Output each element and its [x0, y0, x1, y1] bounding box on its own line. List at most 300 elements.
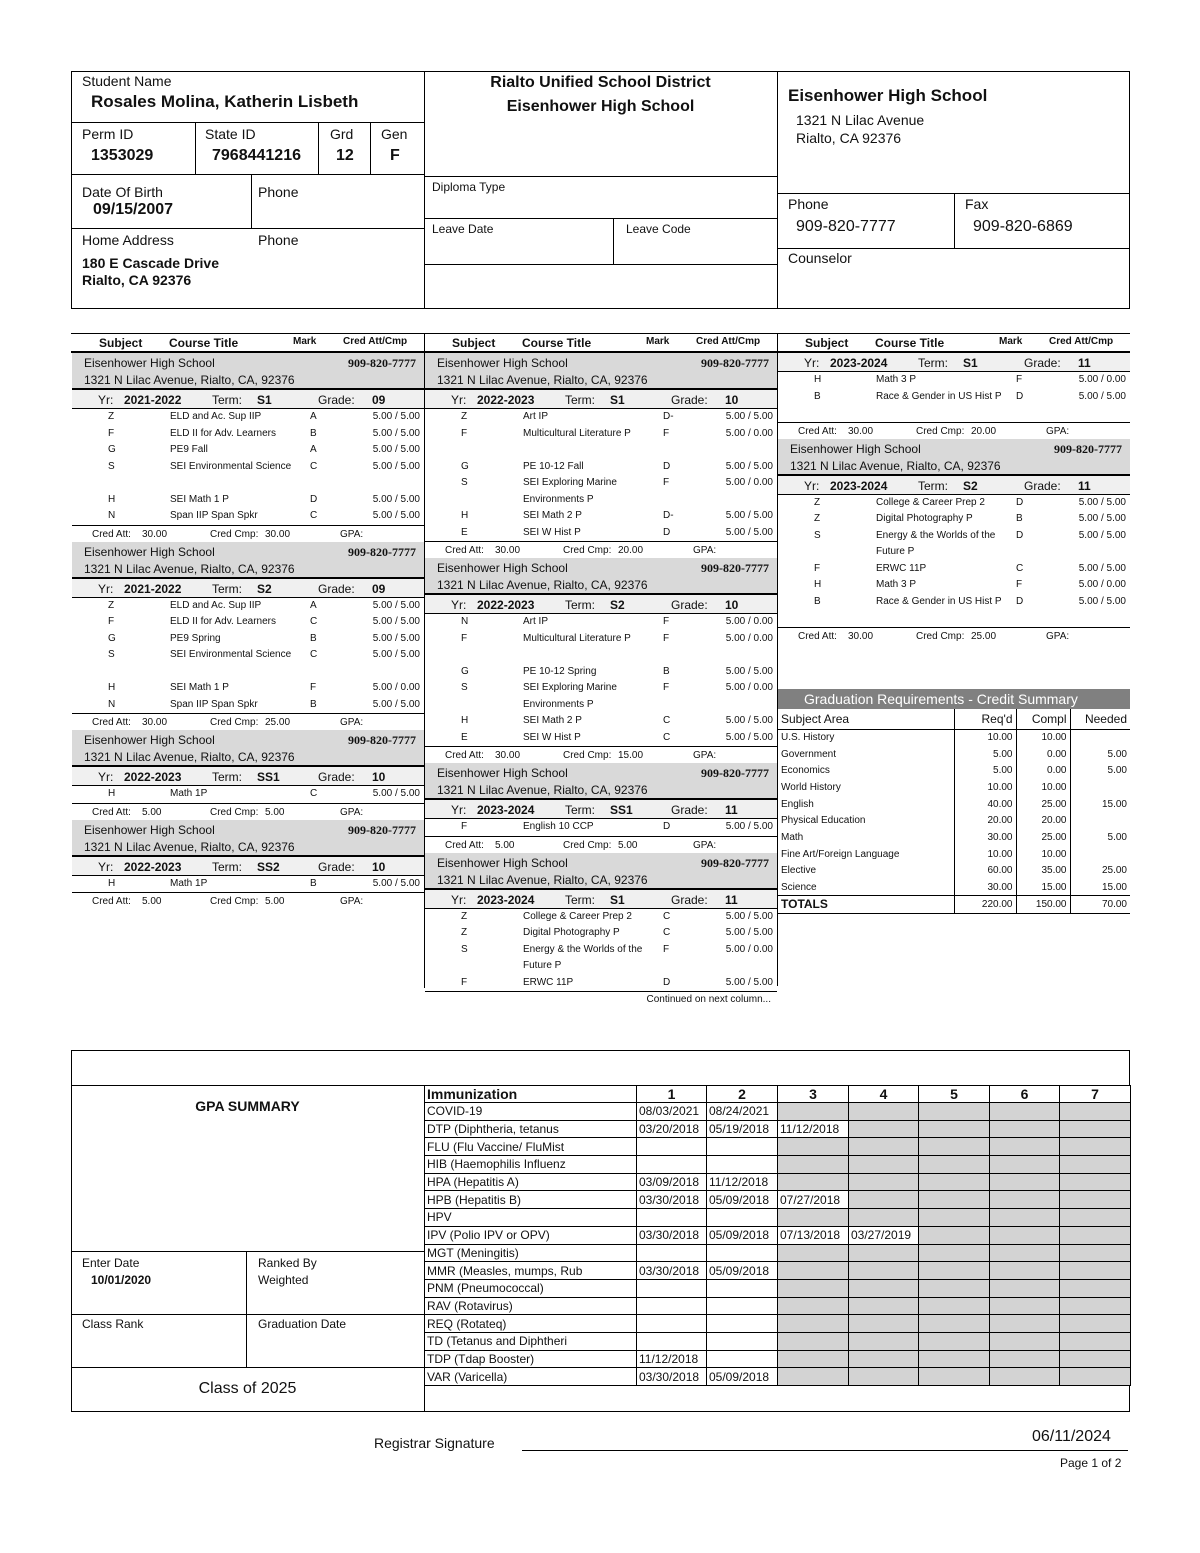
grade-label: Grade:: [318, 770, 355, 784]
course-subject: F: [461, 821, 468, 832]
grad-area: Economics: [781, 765, 830, 777]
grad-need: 5.00: [1070, 762, 1130, 779]
imm-name: HPA (Hepatitis A): [425, 1173, 637, 1191]
grade: 12: [336, 147, 354, 164]
school-block: [425, 558, 777, 595]
imm-row: [425, 1226, 1131, 1244]
imm-date: [707, 1332, 778, 1350]
term-value: S1: [610, 892, 625, 907]
grad-totals-label: TOTALS: [781, 897, 828, 912]
course-subject: F: [461, 632, 468, 644]
imm-col-header: 5: [919, 1086, 990, 1103]
course-subject: H: [108, 788, 116, 799]
school-address: 1321 N Lilac Avenue, Rialto, CA, 92376: [437, 783, 648, 797]
imm-name: FLU (Flu Vaccine/ FluMist: [425, 1138, 637, 1156]
imm-date: [1060, 1279, 1131, 1297]
course-credits: 5.00 / 5.00: [372, 616, 420, 627]
state-id-label: State ID: [205, 126, 256, 142]
course-subject: H: [814, 579, 822, 590]
course-title: ELD and Ac. Sup IIP: [170, 599, 262, 611]
course-subject: H: [461, 715, 469, 726]
course-mark: A: [310, 444, 317, 455]
grade-value: 11: [725, 803, 738, 817]
imm-date: [990, 1138, 1060, 1156]
grad-totals-need: 70.00: [1070, 896, 1130, 913]
imm-row: [425, 1262, 1131, 1280]
gpa-label: GPA:: [693, 839, 717, 851]
imm-date: [990, 1173, 1060, 1191]
course-row: [778, 372, 1130, 389]
cred-cmp-label: Cred Cmp:: [210, 528, 259, 540]
course-credits: 5.00 / 0.00: [725, 616, 773, 627]
cred-att: 5.00: [142, 806, 162, 818]
course-mark: F: [310, 682, 317, 693]
imm-date: [919, 1173, 990, 1191]
course-row: [72, 680, 424, 697]
course-subject: S: [461, 477, 468, 488]
imm-date: [707, 1315, 778, 1333]
perm-id: 1353029: [91, 147, 154, 164]
course-mark: F: [663, 616, 670, 627]
school-phone: 909-820-7777: [348, 544, 416, 559]
cred-att-label: Cred Att:: [445, 839, 484, 851]
imm-date: [919, 1315, 990, 1333]
course-credits: 5.00 / 0.00: [372, 682, 420, 693]
course-row: [72, 409, 424, 426]
course-credits: 5.00 / 5.00: [725, 976, 773, 988]
course-credits: 5.00 / 5.00: [725, 526, 773, 538]
course-title: SEI Environmental Science: [170, 649, 292, 660]
imm-date: 07/13/2018: [778, 1226, 849, 1244]
imm-title: Immunization: [425, 1086, 637, 1103]
grad-row: [778, 746, 1130, 763]
course-subject: N: [108, 510, 116, 521]
class-of: Class of 2025: [198, 1380, 297, 1397]
course-row: [425, 426, 777, 459]
grad-need: 5.00: [1070, 829, 1130, 846]
course-mark: C: [310, 649, 318, 660]
imm-name: RAV (Rotavirus): [425, 1297, 637, 1315]
course-row: [425, 925, 777, 942]
course-credits: 5.00 / 5.00: [725, 715, 773, 726]
term-header: [778, 476, 1130, 495]
course-subject: E: [461, 526, 468, 538]
cred-att: 30.00: [848, 425, 874, 437]
cred-att-label: Cred Att:: [798, 425, 837, 437]
school-address: 1321 N Lilac Avenue, Rialto, CA, 92376: [84, 561, 295, 576]
counselor-label: Counselor: [788, 250, 852, 266]
imm-row: [425, 1191, 1131, 1209]
course-credits: 5.00 / 5.00: [725, 411, 773, 422]
grad-row: [778, 796, 1130, 813]
term-totals: [72, 525, 424, 542]
course-credits: 5.00 / 5.00: [372, 460, 420, 472]
imm-row: [425, 1297, 1131, 1315]
imm-date: [778, 1244, 849, 1262]
course-credits: 5.00 / 5.00: [372, 649, 420, 660]
grad-need: 15.00: [1070, 879, 1130, 896]
imm-date: 11/12/2018: [778, 1120, 849, 1138]
course-subject: F: [108, 427, 115, 439]
grad-comp: 0.00: [1016, 762, 1070, 779]
school-phone: 909-820-7777: [1054, 441, 1122, 456]
grad-req: 10.00: [954, 779, 1016, 796]
imm-date: [990, 1209, 1060, 1227]
course-title: ERWC 11P: [876, 562, 927, 574]
course-title: Math 3 P: [876, 579, 917, 590]
imm-col-header: 3: [778, 1086, 849, 1103]
grad-area: English: [781, 798, 814, 810]
imm-date: 07/27/2018: [778, 1191, 849, 1209]
imm-col-header: 6: [990, 1086, 1060, 1103]
district-school: Eisenhower High School: [506, 98, 695, 115]
course-credits: 5.00 / 0.00: [1078, 374, 1126, 385]
gpa-label: GPA:: [340, 528, 364, 540]
imm-row: [425, 1120, 1131, 1138]
course-mark: C: [310, 616, 318, 627]
imm-date: 03/30/2018: [637, 1368, 707, 1386]
course-subject: F: [461, 427, 468, 439]
imm-name: HPB (Hepatitis B): [425, 1191, 637, 1209]
cred-att: 5.00: [495, 839, 515, 851]
cred-cmp-label: Cred Cmp:: [563, 545, 612, 556]
cred-cmp-label: Cred Cmp:: [916, 425, 965, 437]
grad-need: [1070, 812, 1130, 829]
grade-value: 10: [372, 859, 386, 874]
imm-date: 03/30/2018: [637, 1191, 707, 1209]
course-credits: 5.00 / 0.00: [725, 943, 773, 955]
course-row: [425, 909, 777, 926]
course-row: [778, 594, 1130, 627]
cred-cmp: 30.00: [265, 528, 291, 540]
imm-date: [849, 1262, 919, 1280]
course-row: [72, 631, 424, 648]
course-mark: F: [663, 682, 670, 693]
term-header: [72, 390, 424, 409]
imm-row: [425, 1368, 1131, 1386]
school-block: [72, 542, 424, 579]
course-row: [425, 680, 777, 713]
course-title: SEI Environmental Science: [170, 460, 292, 472]
term-totals: [425, 746, 777, 763]
cred-att-label: Cred Att:: [92, 806, 131, 818]
grad-req: 10.00: [954, 846, 1016, 863]
course-row: [425, 730, 777, 747]
grad-row: [778, 812, 1130, 829]
grad-area: Physical Education: [781, 815, 866, 827]
imm-date: [1060, 1209, 1131, 1227]
course-row: [425, 525, 777, 542]
imm-date: [707, 1156, 778, 1174]
imm-date: [637, 1138, 707, 1156]
school-block: [425, 853, 777, 890]
imm-date: [637, 1156, 707, 1174]
yr-label: Yr:: [451, 892, 467, 907]
term-header: [72, 579, 424, 598]
yr-label: Yr:: [98, 859, 114, 874]
grad-need: [1070, 846, 1130, 863]
course-title: SEI Exploring Marine Environments P: [523, 477, 617, 505]
course-row: [72, 598, 424, 615]
school-address: 1321 N Lilac Avenue, Rialto, CA, 92376: [84, 839, 295, 854]
yr-label: Yr:: [451, 393, 467, 407]
term-year: 2022-2023: [477, 598, 535, 612]
imm-date: [778, 1368, 849, 1386]
course-row: [72, 876, 424, 893]
imm-date: [1060, 1173, 1131, 1191]
term-header: [778, 353, 1130, 372]
imm-row: [425, 1244, 1131, 1262]
course-credits: 5.00 / 5.00: [372, 411, 420, 422]
grade-value: 10: [725, 393, 739, 407]
course-row: [72, 697, 424, 714]
imm-date: [990, 1156, 1060, 1174]
course-row: [425, 409, 777, 426]
school-name: Eisenhower High School: [437, 356, 568, 370]
term-label: Term:: [565, 393, 595, 407]
imm-date: [778, 1173, 849, 1191]
course-credits: 5.00 / 0.00: [725, 632, 773, 644]
immunization-table: [424, 1085, 1131, 1386]
course-credits: 5.00 / 5.00: [725, 910, 773, 922]
grad-area: World History: [781, 781, 841, 793]
course-mark: C: [663, 731, 671, 743]
cred-cmp: 5.00: [265, 806, 285, 818]
school-name: Eisenhower High School: [437, 561, 568, 575]
imm-row: [425, 1315, 1131, 1333]
term-year: 2023-2024: [477, 892, 535, 907]
course-credits: 5.00 / 5.00: [372, 510, 420, 521]
imm-date: [919, 1368, 990, 1386]
imm-date: [990, 1279, 1060, 1297]
imm-name: HIB (Haemophilis Influenz: [425, 1156, 637, 1174]
course-title: ERWC 11P: [523, 976, 574, 988]
school-address: 1321 N Lilac Avenue, Rialto, CA, 92376: [437, 578, 648, 592]
grad-h-comp: Compl: [1016, 709, 1070, 729]
course-title: Math 1P: [170, 877, 208, 889]
imm-date: [1060, 1138, 1131, 1156]
imm-row: [425, 1332, 1131, 1350]
term-header: [72, 857, 424, 876]
footer-date: 06/11/2024: [1032, 1428, 1111, 1445]
grad-row: [778, 762, 1130, 779]
imm-date: 03/30/2018: [637, 1226, 707, 1244]
school-name: Eisenhower High School: [84, 356, 215, 370]
school-phone-label: Phone: [788, 196, 829, 212]
imm-date: [637, 1279, 707, 1297]
school-phone: 909-820-7777: [348, 822, 416, 837]
cred-att: 5.00: [142, 896, 162, 907]
course-subject: E: [461, 731, 468, 743]
grad-comp: 10.00: [1016, 779, 1070, 796]
term-label: Term:: [212, 770, 242, 784]
course-title: Math 1P: [170, 788, 208, 799]
phone-label: Phone: [258, 184, 299, 200]
grad-req: 40.00: [954, 796, 1016, 813]
school-name: Eisenhower High School: [437, 855, 568, 870]
imm-date: [778, 1138, 849, 1156]
grade-label: Grade:: [318, 859, 355, 874]
course-header-col3: Subject Course Title Mark Cred Att/Cmp: [777, 333, 1130, 353]
term-label: Term:: [212, 393, 242, 407]
term-label: Term:: [565, 892, 595, 907]
school-phone: 909-820-7777: [701, 561, 769, 575]
school-block: [72, 820, 424, 857]
yr-label: Yr:: [98, 393, 114, 407]
imm-date: [778, 1297, 849, 1315]
imm-date: [990, 1368, 1060, 1386]
cred-cmp: 25.00: [971, 630, 997, 642]
enter-date-label: Enter Date: [82, 1256, 140, 1270]
grade-label: Grd: [330, 126, 354, 142]
grad-req: 20.00: [954, 812, 1016, 829]
course-mark: D: [1016, 496, 1024, 508]
course-subject: Z: [108, 411, 115, 422]
imm-date: [990, 1226, 1060, 1244]
course-mark: D-: [663, 510, 674, 521]
grad-req: 30.00: [954, 829, 1016, 846]
imm-date: 03/27/2019: [849, 1226, 919, 1244]
cred-cmp: 20.00: [618, 545, 644, 556]
cred-cmp: 20.00: [971, 425, 997, 437]
dob: 09/15/2007: [93, 201, 174, 218]
imm-name: VAR (Varicella): [425, 1368, 637, 1386]
grad-area: Science: [781, 881, 817, 893]
course-subject: Z: [814, 496, 821, 508]
grad-comp: 25.00: [1016, 796, 1070, 813]
imm-date: 11/12/2018: [637, 1350, 707, 1368]
course-mark: D: [310, 493, 318, 505]
term-label: Term:: [212, 581, 242, 596]
grad-comp: 10.00: [1016, 846, 1070, 863]
grad-area: Elective: [781, 865, 817, 877]
imm-date: [707, 1279, 778, 1297]
state-id: 7968441216: [212, 147, 301, 164]
imm-date: [1060, 1120, 1131, 1138]
imm-date: [778, 1262, 849, 1280]
yr-label: Yr:: [98, 581, 114, 596]
imm-date: [778, 1209, 849, 1227]
imm-date: [919, 1120, 990, 1138]
grad-need: 5.00: [1070, 746, 1130, 763]
term-header: [425, 800, 777, 819]
imm-date: [1060, 1262, 1131, 1280]
course-title: PE9 Spring: [170, 632, 221, 644]
course-row: [72, 786, 424, 803]
diploma-type-label: Diploma Type: [432, 180, 506, 194]
course-mark: F: [1016, 579, 1023, 590]
school-phone: 909-820-7777: [701, 766, 769, 780]
course-credits: 5.00 / 0.00: [725, 477, 773, 488]
course-subject: F: [108, 616, 115, 627]
course-mark: F: [663, 427, 670, 439]
course-subject: G: [108, 632, 116, 644]
imm-date: [778, 1279, 849, 1297]
cred-att: 30.00: [142, 528, 168, 540]
grad-area: Government: [781, 748, 837, 760]
term-label: Term:: [565, 803, 595, 817]
grad-need: [1070, 729, 1130, 746]
course-subject: G: [461, 665, 469, 677]
course-title: Digital Photography P: [876, 513, 973, 524]
cred-att-label: Cred Att:: [798, 630, 837, 642]
course-mark: D: [663, 821, 671, 832]
cred-cmp-label: Cred Cmp:: [563, 839, 612, 851]
grad-comp: 25.00: [1016, 829, 1070, 846]
course-title: ELD II for Adv. Learners: [170, 616, 276, 627]
imm-date: [849, 1297, 919, 1315]
page-number: Page 1 of 2: [1060, 1456, 1122, 1470]
course-row: [72, 614, 424, 631]
gender-label: Gen: [381, 126, 408, 142]
imm-date: [1060, 1103, 1131, 1121]
course-title: SEI W Hist P: [523, 526, 581, 538]
cred-att: 30.00: [848, 630, 874, 642]
course-row: [778, 577, 1130, 594]
course-title: Energy & the Worlds of the Future P: [523, 943, 643, 971]
school-address: 1321 N Lilac Avenue, Rialto, CA, 92376: [84, 750, 295, 764]
grad-area: Math: [781, 831, 804, 843]
course-subject: Z: [461, 910, 468, 922]
district-name: Rialto Unified School District: [490, 74, 711, 91]
graduation-date-label: Graduation Date: [258, 1317, 347, 1331]
course-credits: 5.00 / 0.00: [1078, 579, 1126, 590]
imm-row: [425, 1138, 1131, 1156]
grad-need: 15.00: [1070, 796, 1130, 813]
leave-date-label: Leave Date: [432, 222, 494, 236]
school-fax: 909-820-6869: [973, 218, 1073, 235]
term-value: SS1: [610, 803, 633, 817]
course-mark: B: [1016, 513, 1023, 524]
course-mark: D-: [663, 411, 674, 422]
term-year: 2023-2024: [477, 803, 535, 817]
address-line1: 180 E Cascade Drive: [82, 255, 219, 271]
course-subject: S: [461, 943, 468, 955]
term-year: 2021-2022: [124, 393, 182, 407]
imm-date: [778, 1315, 849, 1333]
course-row: [425, 459, 777, 476]
grade-value: 11: [725, 892, 738, 907]
grad-req: 30.00: [954, 879, 1016, 896]
school-address1: 1321 N Lilac Avenue: [796, 112, 925, 128]
course-row: [72, 647, 424, 680]
perm-id-label: Perm ID: [82, 126, 134, 142]
grade-label: Grade:: [671, 803, 708, 817]
course-title: SEI Exploring Marine Environments P: [523, 682, 617, 710]
grad-row: [778, 729, 1130, 746]
course-row: [72, 442, 424, 459]
course-credits: 5.00 / 5.00: [372, 698, 420, 710]
course-title: English 10 CCP: [523, 821, 594, 832]
imm-col-header: 1: [637, 1086, 707, 1103]
imm-date: [1060, 1156, 1131, 1174]
course-mark: D: [1016, 529, 1024, 541]
course-mark: C: [310, 788, 318, 799]
class-rank-label: Class Rank: [82, 1317, 144, 1331]
course-mark: C: [310, 460, 318, 472]
gpa-label: GPA:: [693, 750, 717, 761]
imm-date: [637, 1332, 707, 1350]
grad-req: 10.00: [954, 729, 1016, 746]
grad-row: [778, 846, 1130, 863]
imm-date: [707, 1297, 778, 1315]
imm-name: COVID-19: [425, 1103, 637, 1121]
course-mark: C: [310, 510, 318, 521]
imm-date: 03/30/2018: [637, 1262, 707, 1280]
imm-date: [707, 1138, 778, 1156]
course-title: Span IIP Span Spkr: [170, 510, 258, 521]
gpa-label: GPA:: [340, 896, 364, 907]
